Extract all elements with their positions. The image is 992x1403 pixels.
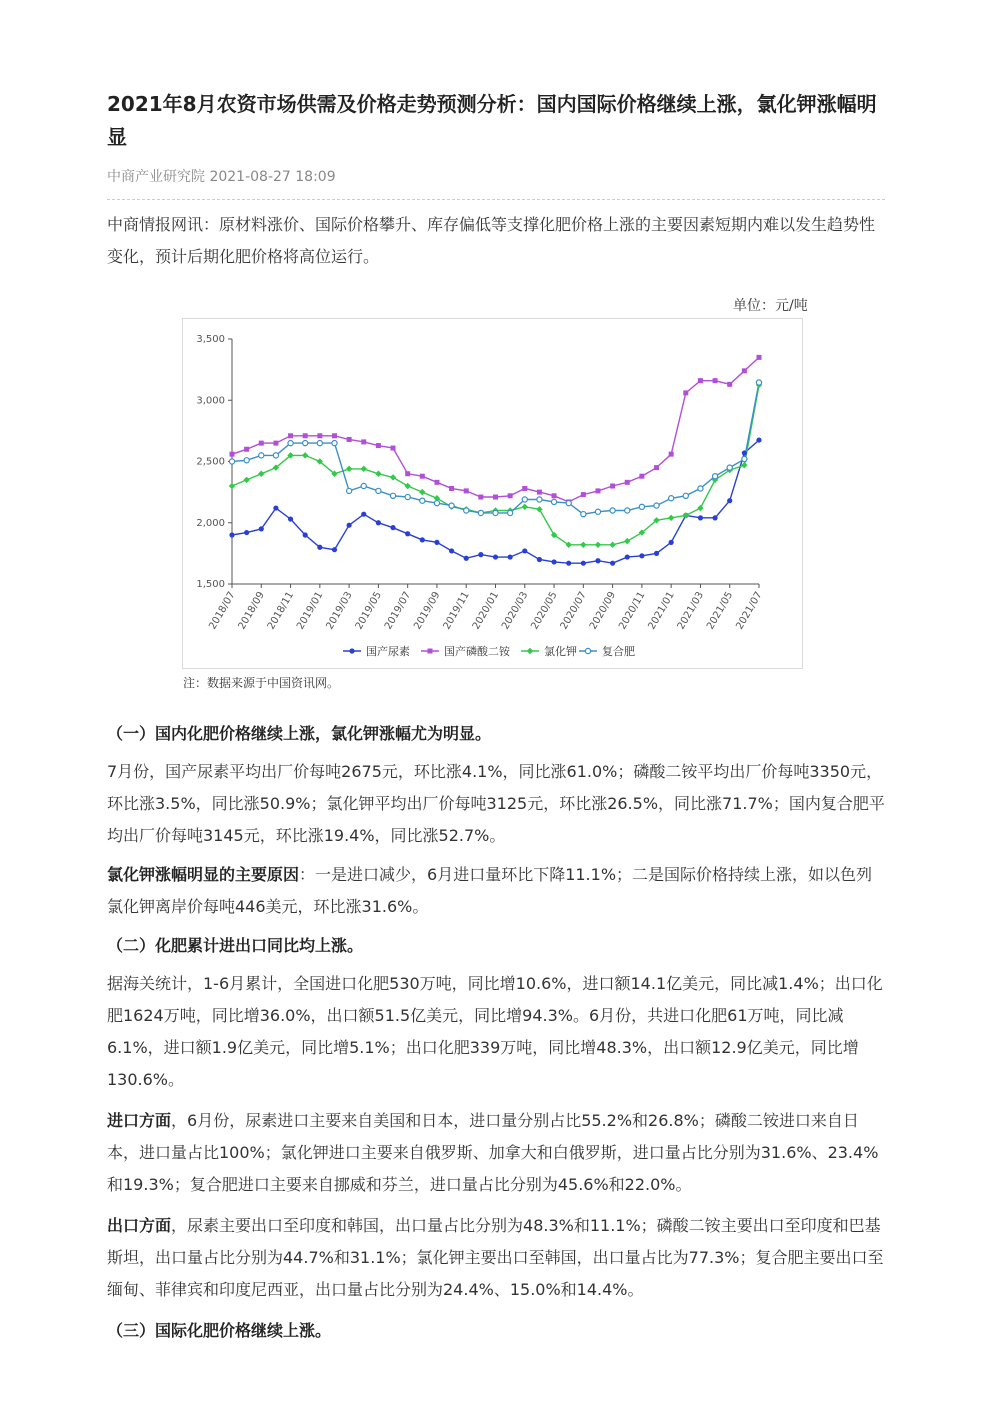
data-point xyxy=(346,466,352,472)
data-point xyxy=(376,443,381,448)
data-point xyxy=(405,471,410,476)
data-point xyxy=(581,492,586,497)
data-point xyxy=(332,441,337,446)
data-point xyxy=(522,548,527,553)
data-point xyxy=(420,474,425,479)
data-point xyxy=(464,556,469,561)
data-point xyxy=(434,540,439,545)
paragraph-domestic-prices: 7月份，国产尿素平均出厂价每吨2675元，环比涨4.1%，同比涨61.0%；磷酸二铵平均出厂价每吨3350元，环比涨3.5%，同比涨50.9%；氯化钾平均出厂价每吨3125元，环比涨26.5%，同比涨71.7%；国内复合肥平均出厂价每吨3145元，环比涨19.4%，同比涨52.7%。 xyxy=(107,762,885,845)
data-point xyxy=(434,501,439,506)
data-point xyxy=(464,508,469,513)
x-tick-label: 2021/03 xyxy=(675,590,707,632)
data-point xyxy=(727,382,732,387)
data-point xyxy=(259,526,264,531)
data-point xyxy=(654,465,659,470)
data-point xyxy=(698,515,703,520)
data-point xyxy=(610,484,615,489)
data-point xyxy=(404,483,410,489)
chart-legend xyxy=(343,644,635,658)
article-title: 2021年8月农资市场供需及价格走势预测分析：国内国际价格继续上涨，氯化钾涨幅明显 xyxy=(107,92,877,149)
data-point xyxy=(390,474,396,480)
data-point xyxy=(625,508,630,513)
data-point xyxy=(639,474,644,479)
data-point xyxy=(390,493,395,498)
x-tick-label: 2020/11 xyxy=(617,590,648,632)
data-point xyxy=(712,515,717,520)
data-point xyxy=(595,488,600,493)
x-tick-label: 2018/11 xyxy=(265,590,297,632)
data-point xyxy=(288,433,293,438)
paragraph-trade-stats: 据海关统计，1-6月累计，全国进口化肥530万吨，同比增10.6%，进口额14.1亿美元，同比减1.4%；出口化肥1624万吨，同比增36.0%，出口额51.5亿美元，同比增94.3%。6月份，共进口化肥61万吨，同比减6.1%，进口额1.9亿美元，同比增5.1%；出口化肥339万吨，同比增48.3%，出口额12.9亿美元，同比增130.6%。 xyxy=(107,974,883,1089)
data-point xyxy=(551,559,556,564)
data-point xyxy=(595,558,600,563)
data-point xyxy=(317,545,322,550)
data-point xyxy=(273,453,278,458)
x-tick-label: 2021/01 xyxy=(646,590,677,632)
data-point xyxy=(258,471,264,477)
data-point xyxy=(566,501,571,506)
data-point xyxy=(391,446,396,451)
data-point xyxy=(449,548,454,553)
data-point xyxy=(595,542,601,548)
data-point xyxy=(742,456,747,461)
data-point xyxy=(259,453,264,458)
exports-text: ，尿素主要出口至印度和韩国，出口量占比分别为48.3%和11.1%；磷酸二铵主要出口至印度和巴基斯坦，出口量占比分别为44.7%和31.1%；氯化钾主要出口至韩国，出口量占比为77.3%；复合肥主要出口至缅甸、菲律宾和印度尼西亚，出口量占比分别为24.4%、15.0%和14.4%。 xyxy=(107,1216,884,1299)
x-tick-label: 2020/07 xyxy=(558,590,589,632)
imports-text: ，6月份，尿素进口主要来自美国和日本，进口量分别占比55.2%和26.8%；磷酸二铵进口来自日本，进口量占比100%；氯化钾进口主要来自俄罗斯、加拿大和白俄罗斯，进口量占比分别为31.6%、23.4%和19.3%；复合肥进口主要来自挪威和芬兰，进口量占比分别为45.6%和22.0%。 xyxy=(107,1111,879,1194)
data-point xyxy=(669,452,674,457)
x-tick-labels xyxy=(207,590,764,631)
data-point xyxy=(522,504,528,510)
data-point xyxy=(508,493,513,498)
legend-label: 国产磷酸二铵 xyxy=(444,645,510,658)
data-point xyxy=(464,488,469,493)
x-tick-label: 2021/07 xyxy=(734,590,765,632)
data-point xyxy=(405,531,410,536)
data-point xyxy=(654,503,659,508)
section-heading-3: （三）国际化肥价格继续上涨。 xyxy=(107,1321,332,1340)
data-point xyxy=(302,452,308,458)
data-point xyxy=(698,378,703,383)
data-point xyxy=(697,505,703,511)
data-point xyxy=(332,433,337,438)
data-point xyxy=(727,465,732,470)
x-tick-label: 2019/07 xyxy=(382,590,414,632)
x-tick-label: 2020/09 xyxy=(587,590,619,632)
data-point xyxy=(347,523,352,528)
data-point xyxy=(420,537,425,542)
data-point xyxy=(376,520,381,525)
data-point xyxy=(508,510,513,515)
data-point xyxy=(493,495,498,500)
series-lines xyxy=(232,357,759,563)
chart-unit: 单位：元/吨 xyxy=(733,298,808,314)
data-point xyxy=(508,554,513,559)
data-point xyxy=(347,488,352,493)
article-datetime: 2021-08-27 18:09 xyxy=(209,169,336,185)
data-point xyxy=(712,474,717,479)
data-point xyxy=(478,495,483,500)
legend-marker xyxy=(527,648,533,654)
price-chart xyxy=(182,318,803,669)
data-point xyxy=(244,530,249,535)
data-point xyxy=(229,459,234,464)
intro-paragraph: 中商情报网讯：原材料涨价、国际价格攀升、库存偏低等支撑化肥价格上涨的主要因素短期内难以发生趋势性变化，预计后期化肥价格将高位运行。 xyxy=(107,215,876,266)
section-heading-2: （二）化肥累计进出口同比均上涨。 xyxy=(107,936,364,955)
data-point xyxy=(713,378,718,383)
data-point xyxy=(361,512,366,517)
y-tick-label: 2,000 xyxy=(196,517,225,529)
data-point xyxy=(229,532,234,537)
data-point xyxy=(259,441,264,446)
potash-reason-text: ：一是进口减少，6月进口量环比下降11.1%；二是国际价格持续上涨，如以色列氯化钾离岸价每吨446美元，环比涨31.6%。 xyxy=(107,865,873,916)
paragraph-potash-reasons xyxy=(107,859,887,923)
data-point xyxy=(522,497,527,502)
data-point xyxy=(273,505,278,510)
data-point xyxy=(683,512,689,518)
data-point xyxy=(683,390,688,395)
data-point xyxy=(420,498,425,503)
section-heading-1: （一）国内化肥价格继续上涨，氯化钾涨幅尤为明显。 xyxy=(107,724,492,743)
data-point xyxy=(434,480,439,485)
y-tick-label: 3,000 xyxy=(196,395,225,407)
data-point xyxy=(756,437,761,442)
series-markers xyxy=(229,355,762,566)
series-line-2 xyxy=(232,385,759,545)
data-point xyxy=(243,477,249,483)
data-point xyxy=(742,450,747,455)
chart-svg xyxy=(183,319,802,668)
paragraph-exports xyxy=(107,1210,887,1306)
data-point xyxy=(757,355,762,360)
exports-lead: 出口方面 xyxy=(107,1216,172,1235)
data-point xyxy=(580,542,586,548)
divider xyxy=(107,199,885,200)
chart-axes xyxy=(228,339,759,588)
x-tick-label: 2020/01 xyxy=(470,590,502,632)
data-point xyxy=(537,497,542,502)
data-point xyxy=(624,538,630,544)
x-tick-label: 2020/03 xyxy=(500,590,531,632)
data-point xyxy=(478,552,483,557)
data-point xyxy=(595,509,600,514)
data-point xyxy=(727,498,732,503)
series-line-3 xyxy=(232,383,759,515)
data-point xyxy=(376,488,381,493)
article-meta xyxy=(107,166,336,186)
x-tick-label: 2019/05 xyxy=(353,590,384,632)
data-point xyxy=(449,503,454,508)
data-point xyxy=(405,494,410,499)
data-point xyxy=(522,486,527,491)
data-point xyxy=(229,483,235,489)
legend-marker xyxy=(585,648,590,653)
data-point xyxy=(609,542,615,548)
data-point xyxy=(273,441,278,446)
data-point xyxy=(478,510,483,515)
data-point xyxy=(552,493,557,498)
data-point xyxy=(390,525,395,530)
data-point xyxy=(288,441,293,446)
data-point xyxy=(493,554,498,559)
data-point xyxy=(668,515,674,521)
data-point xyxy=(361,439,366,444)
data-point xyxy=(303,433,308,438)
data-point xyxy=(551,499,556,504)
data-point xyxy=(244,447,249,452)
data-point xyxy=(288,516,293,521)
data-point xyxy=(244,458,249,463)
data-point xyxy=(756,380,761,385)
x-tick-label: 2021/05 xyxy=(705,590,736,632)
legend-label: 复合肥 xyxy=(602,645,635,658)
data-point xyxy=(449,486,454,491)
data-point xyxy=(742,368,747,373)
x-tick-label: 2019/01 xyxy=(295,590,326,632)
chart-source-note: 注：数据来源于中国资讯网。 xyxy=(183,676,340,690)
data-point xyxy=(581,512,586,517)
data-point xyxy=(625,554,630,559)
x-tick-label: 2018/09 xyxy=(236,590,267,632)
data-point xyxy=(625,480,630,485)
data-point xyxy=(230,452,235,457)
data-point xyxy=(581,561,586,566)
data-point xyxy=(537,490,542,495)
y-tick-labels xyxy=(196,334,225,590)
data-point xyxy=(683,493,688,498)
data-point xyxy=(639,504,644,509)
article-source[interactable]: 中商产业研究院 xyxy=(107,169,205,185)
data-point xyxy=(317,433,322,438)
data-point xyxy=(303,532,308,537)
y-tick-label: 3,500 xyxy=(196,334,225,345)
x-tick-label: 2019/03 xyxy=(324,590,355,632)
data-point xyxy=(536,506,542,512)
data-point xyxy=(361,466,367,472)
data-point xyxy=(610,508,615,513)
x-tick-label: 2019/11 xyxy=(441,590,472,632)
data-point xyxy=(669,496,674,501)
x-tick-label: 2020/05 xyxy=(529,590,560,632)
y-tick-label: 2,500 xyxy=(196,456,225,468)
x-tick-label: 2019/09 xyxy=(412,590,443,632)
data-point xyxy=(669,540,674,545)
legend-label: 氯化钾 xyxy=(544,645,577,658)
data-point xyxy=(654,551,659,556)
imports-lead: 进口方面 xyxy=(107,1111,172,1130)
data-point xyxy=(347,437,352,442)
data-point xyxy=(537,557,542,562)
data-point xyxy=(375,471,381,477)
data-point xyxy=(419,489,425,495)
data-point xyxy=(639,553,644,558)
paragraph-imports xyxy=(107,1105,887,1201)
legend-label: 国产尿素 xyxy=(366,645,410,658)
data-point xyxy=(741,462,747,468)
data-point xyxy=(698,486,703,491)
legend-marker xyxy=(428,649,433,654)
data-point xyxy=(317,441,322,446)
data-point xyxy=(566,561,571,566)
potash-reason-lead: 氯化钾涨幅明显的主要原因 xyxy=(107,865,300,884)
legend-marker xyxy=(349,648,354,653)
data-point xyxy=(361,483,366,488)
data-point xyxy=(332,547,337,552)
y-tick-label: 1,500 xyxy=(196,579,225,590)
data-point xyxy=(610,561,615,566)
data-point xyxy=(493,510,498,515)
series-line-1 xyxy=(232,357,759,502)
x-tick-label: 2018/07 xyxy=(207,590,238,632)
data-point xyxy=(303,441,308,446)
